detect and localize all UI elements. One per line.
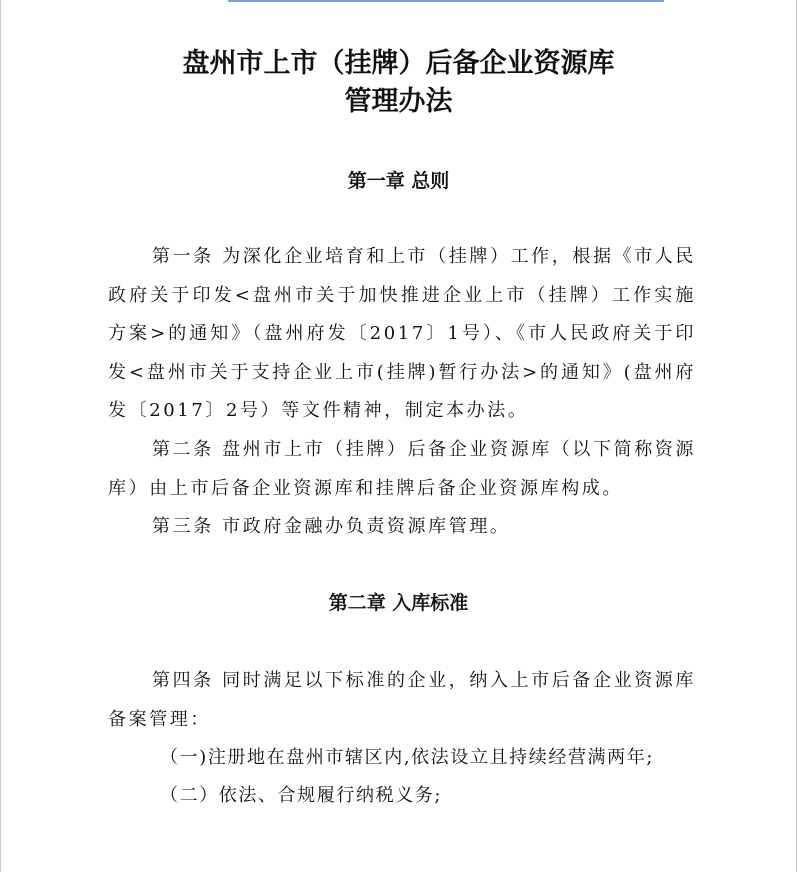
article-4-paragraph: 第四条 同时满足以下标准的企业，纳入上市后备企业资源库备案管理： xyxy=(108,670,696,730)
article-3-paragraph: 第三条 市政府金融办负责资源库管理。 xyxy=(152,516,511,537)
article-2-paragraph: 第二条 盘州市上市（挂牌）后备企业资源库（以下简称资源库）由上市后备企业资源库和挂牌后备企业资源库构成。 xyxy=(108,439,696,499)
document-title-line-1: 盘州市上市（挂牌）后备企业资源库 xyxy=(182,48,615,79)
criteria-list-item: （一)注册地在盘州市辖区内,依法设立且持续经营满两年; xyxy=(160,747,655,768)
chapter-heading-1: 第一章 总则 xyxy=(347,170,450,192)
chapter-heading-2: 第二章 入库标准 xyxy=(328,592,469,614)
page-left-edge xyxy=(0,0,1,872)
criteria-list-item: （二）依法、合规履行纳税义务; xyxy=(160,785,443,806)
article-1-paragraph: 第一条 为深化企业培育和上市（挂牌）工作，根据《市人民政府关于印发<盘州市关于加快推进企业上市（挂牌）工作实施方案>的通知》（盘州府发〔2017〕1号）、《市人民政府关于印发<盘州市关于支持企业上市(挂牌)暂行办法>的通知》(盘州府发〔2017〕2号）等文件精神，制定本办法。 xyxy=(108,246,696,421)
document-title-line-2: 管理办法 xyxy=(344,86,453,117)
window-top-accent-bar xyxy=(228,0,664,2)
